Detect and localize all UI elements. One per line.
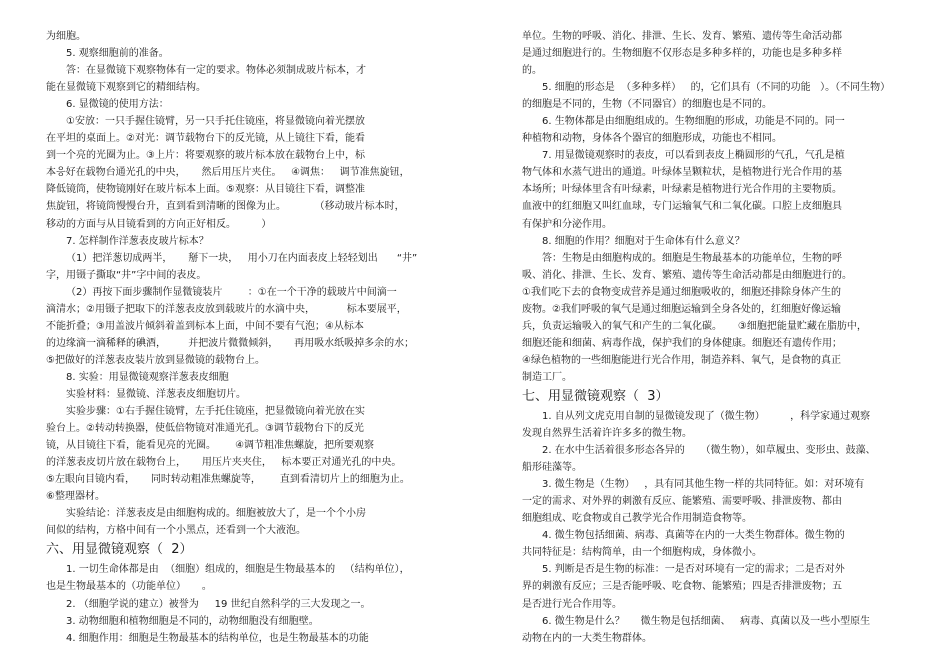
text-line: 细胞组成、吃食物或自己教学光合作用制造食物等。 — [522, 513, 752, 525]
text-line: 实验材料：显微镜、洋葱表皮细胞切片。 — [66, 388, 246, 400]
left-column — [46, 28, 446, 647]
text-line: 有保护和分泌作用。 — [522, 218, 612, 230]
text-line: 滴清水；②用镊子把取下的洋葱表皮放到载玻片的水滴中央， 标本要展平， — [46, 303, 407, 315]
text-line: 到一个亮的光圈为止。③上片：将要观察的玻片标本放在载物台上中，标 — [46, 150, 365, 162]
text-line: （1）把洋葱切成两半， 掰下一块， 用小刀在内面表皮上轻轻划出 “井” — [66, 252, 418, 264]
text-line: 的细胞是不同的，生物（不同器官）的细胞也是不同的。 — [522, 99, 772, 111]
section-heading: 六、用显微镜观察（ 2） — [46, 542, 193, 558]
text-line: 8. 细胞的作用？细胞对于生命体有什么意义？ — [542, 235, 745, 247]
section-heading: 七、用显微镜观察（ 3） — [522, 388, 669, 404]
text-line: （2）再按下面步骤制作显微镜装片 ：①在一个干净的载玻片中间滴一 — [66, 286, 397, 298]
text-line: 2. 在水中生活着很多形态各异的 （微生物），如草履虫、变形虫、鼓藻、 — [542, 445, 876, 457]
text-line: 5. 细胞的形态是 （多种多样） 的，它们具有（不同的功能 ）。（不同生物） — [542, 82, 891, 94]
text-line: 验台上。②转动转换器，使低倍物镜对准通光孔。③调节载物台下的反光 — [46, 423, 364, 435]
text-line: 8. 实验：用显微镜观察洋葱表皮细胞 — [66, 371, 229, 383]
text-line: 字，用镊子撕取“井”字中间的表皮。 — [46, 269, 207, 281]
text-line: 4. 微生物包括细菌、病毒、真菌等在内的一大类生物群体。微生物的 — [542, 530, 845, 542]
text-line: 物气体和水蒸气进出的通道。叶绿体呈颗粒状，是植物进行光合作用的基 — [522, 167, 842, 179]
text-line: 4. 细胞作用：细胞是生物最基本的结构单位，也是生物最基本的功能 — [66, 632, 369, 644]
text-line: 细胞还能和细菌、病毒作战，保护我们的身体健康。细胞还有遗传作用； — [522, 337, 842, 349]
text-line: 3. 动物细胞和植物细胞是不同的，动物细胞没有细胞壁。 — [66, 615, 319, 627]
text-line: 血液中的红细胞又叫红血球，专门运输氧气和二氧化碳。口腔上皮细胞具 — [522, 201, 842, 213]
text-line: ①我们吃下去的食物变成营养是通过细胞吸收的，细胞还排除身体产生的 — [522, 286, 841, 298]
text-line: 制造工厂。 — [522, 371, 572, 383]
text-line: 1. 一切生命体都是由 （细胞）组成的，细胞是生物最基本的 （结构单位）， — [66, 564, 410, 576]
text-line: 实验步骤：①右手握住镜臂，左手托住镜座，把显微镜向着光放在实 — [66, 406, 365, 418]
text-line: 本场所；叶绿体里含有叶绿素，叶绿素是植物进行光合作用的主要物质。 — [522, 184, 842, 196]
text-line: 实验结论：洋葱表皮是由细胞构成的。细胞被放大了，是一个个小房 — [66, 508, 366, 520]
text-line: 的。 — [522, 65, 542, 77]
text-line: 一定的需求、对外界的刺激有反应、能繁殖、需要呼吸、排泄废物、都由 — [522, 496, 842, 508]
text-line: 动物在内的一大类生物群体。 — [522, 632, 652, 644]
text-line: 移动的方面与从目镜看到的方向正好相反。 ） — [46, 218, 272, 230]
text-line: 3. 微生物是（生物） ，具有同其他生物一样的共同特征。如：对环境有 — [542, 479, 865, 491]
text-line: ①安放：一只手握住镜臂，另一只手托住镜座，将显微镜向着光摆放 — [66, 116, 365, 128]
text-line: 单位。生物的呼吸、消化、排泄、生长、发育、繁殖、遗传等生命活动都 — [522, 31, 842, 42]
text-line: ⑤左眼向目镜内看， 同时转动粗准焦螺旋等， 直到看清切片上的细胞为止。 — [46, 474, 410, 486]
text-line: 界的刺激有反应；三是否能呼吸、吃食物、能繁殖；四是否排泄废物；五 — [522, 581, 842, 593]
text-line: 吸、消化、排泄、生长、发育、繁殖、遗传等生命活动都是由细胞进行的。 — [522, 269, 852, 281]
text-line: 7. 怎样制作洋葱表皮玻片标本？ — [66, 235, 209, 247]
text-line: ⑥整理器材。 — [46, 491, 105, 503]
text-line: 答：在显微镜下观察物体有一定的要求。物体必须制成玻片标本，才 — [66, 65, 366, 77]
text-line: 1. 自从列文虎克用自制的显微镜发现了（微生物） ，科学家通过观察 — [542, 410, 871, 422]
text-line: 5. 观察细胞前的准备。 — [66, 48, 169, 60]
text-line: 答：生物是由细胞构成的。细胞是生物最基本的功能单位，生物的呼 — [542, 252, 842, 264]
text-line: 7. 用显微镜观察时的表皮，可以看到表皮上椭圆形的气孔，气孔是植 — [542, 150, 845, 162]
text-line: 船形硅藻等。 — [522, 462, 582, 474]
text-line: ⑤把做好的洋葱表皮装片放到显微镜的载物台上。 — [46, 354, 265, 366]
text-line: ④绿色植物的一些细胞能进行光合作用，制造养料、氧气，是食物的真正 — [522, 354, 841, 366]
text-line: 是否进行光合作用等。 — [522, 598, 622, 610]
text-line: 5. 判断是否是生物的标准：一是否对环境有一定的需求；二是否对外 — [542, 564, 845, 576]
text-line: 的洋葱表皮切片放在载物台上， 用压片夹夹住， 标本要正对通光孔的中央。 — [46, 457, 402, 469]
right-column — [522, 28, 920, 647]
text-line: 2. （细胞学说的建立）被誉为 19 世纪自然科学的三大发现之一。 — [66, 598, 371, 610]
text-line: 6. 生物体都是由细胞组成的。生物细胞的形成，功能是不同的。同一 — [542, 116, 845, 128]
text-line: 也是生物最基本的（功能单位） 。 — [46, 581, 212, 593]
text-line: 镜，从目镜往下看，能看见亮的光圈。 ④调节粗准焦螺旋，把所要观察 — [46, 440, 375, 452]
text-line: 不能折叠；③用盖波片倾斜着盖到标本上面，中间不要有气泡；④从标本 — [46, 320, 364, 332]
text-line: 在平坦的桌面上。②对光：调节载物台下的反光镜，从上镜往下看，能看 — [46, 133, 365, 145]
text-line: 焦旋钮，将镜筒慢慢台升，直到看到清晰的图像为止。 （移动玻片标本时， — [46, 201, 405, 213]
text-line: 6. 微生物是什么？ 微生物是包括细菌、 病毒、真菌以及一些小型原生 — [542, 615, 871, 627]
text-line: 是通过细胞进行的。生物细胞不仅形态是多种多样的，功能也是多种多样 — [522, 48, 842, 60]
text-line: 本응好在载物台通光孔的中央， 然后用压片夹住。 ④调焦： 调节准焦旋钮， — [46, 167, 410, 179]
text-line: 能在显微镜下观察到它的精细结构。 — [46, 82, 206, 94]
text-line: 为细胞。 — [46, 31, 86, 42]
text-line: 共同特征是：结构简单，由一个细胞构成，身体微小。 — [522, 547, 762, 559]
text-line: 兵，负责运输吸入的氧气和产生的二氧化碳。 ③细胞把能量贮藏在脂肪中， — [522, 320, 867, 332]
text-line: 废物。②我们呼吸的氧气是通过细胞运输到全身各处的，红细胞好像运输 — [522, 303, 841, 315]
text-line: 种植物和动物，身体各个器官的细胞形成，功能也不相同。 — [522, 133, 782, 145]
text-line: 间似的结构，方格中间有一个小黑点，还看到一个大液泡。 — [46, 525, 306, 537]
text-line: 6. 显微镜的使用方法： — [66, 99, 169, 111]
text-line: 发现自然界生活着许许多多的微生物。 — [522, 428, 692, 440]
text-line: 降低镜筒，使物镜刚好在玻片标本上面。⑤观察：从目镜往下看，调整准 — [46, 184, 365, 196]
text-line: 的边缘滴一滴稀释的碘酒， 并把波片微微倾斜， 再用吸水纸吸掉多余的水； — [46, 337, 415, 349]
